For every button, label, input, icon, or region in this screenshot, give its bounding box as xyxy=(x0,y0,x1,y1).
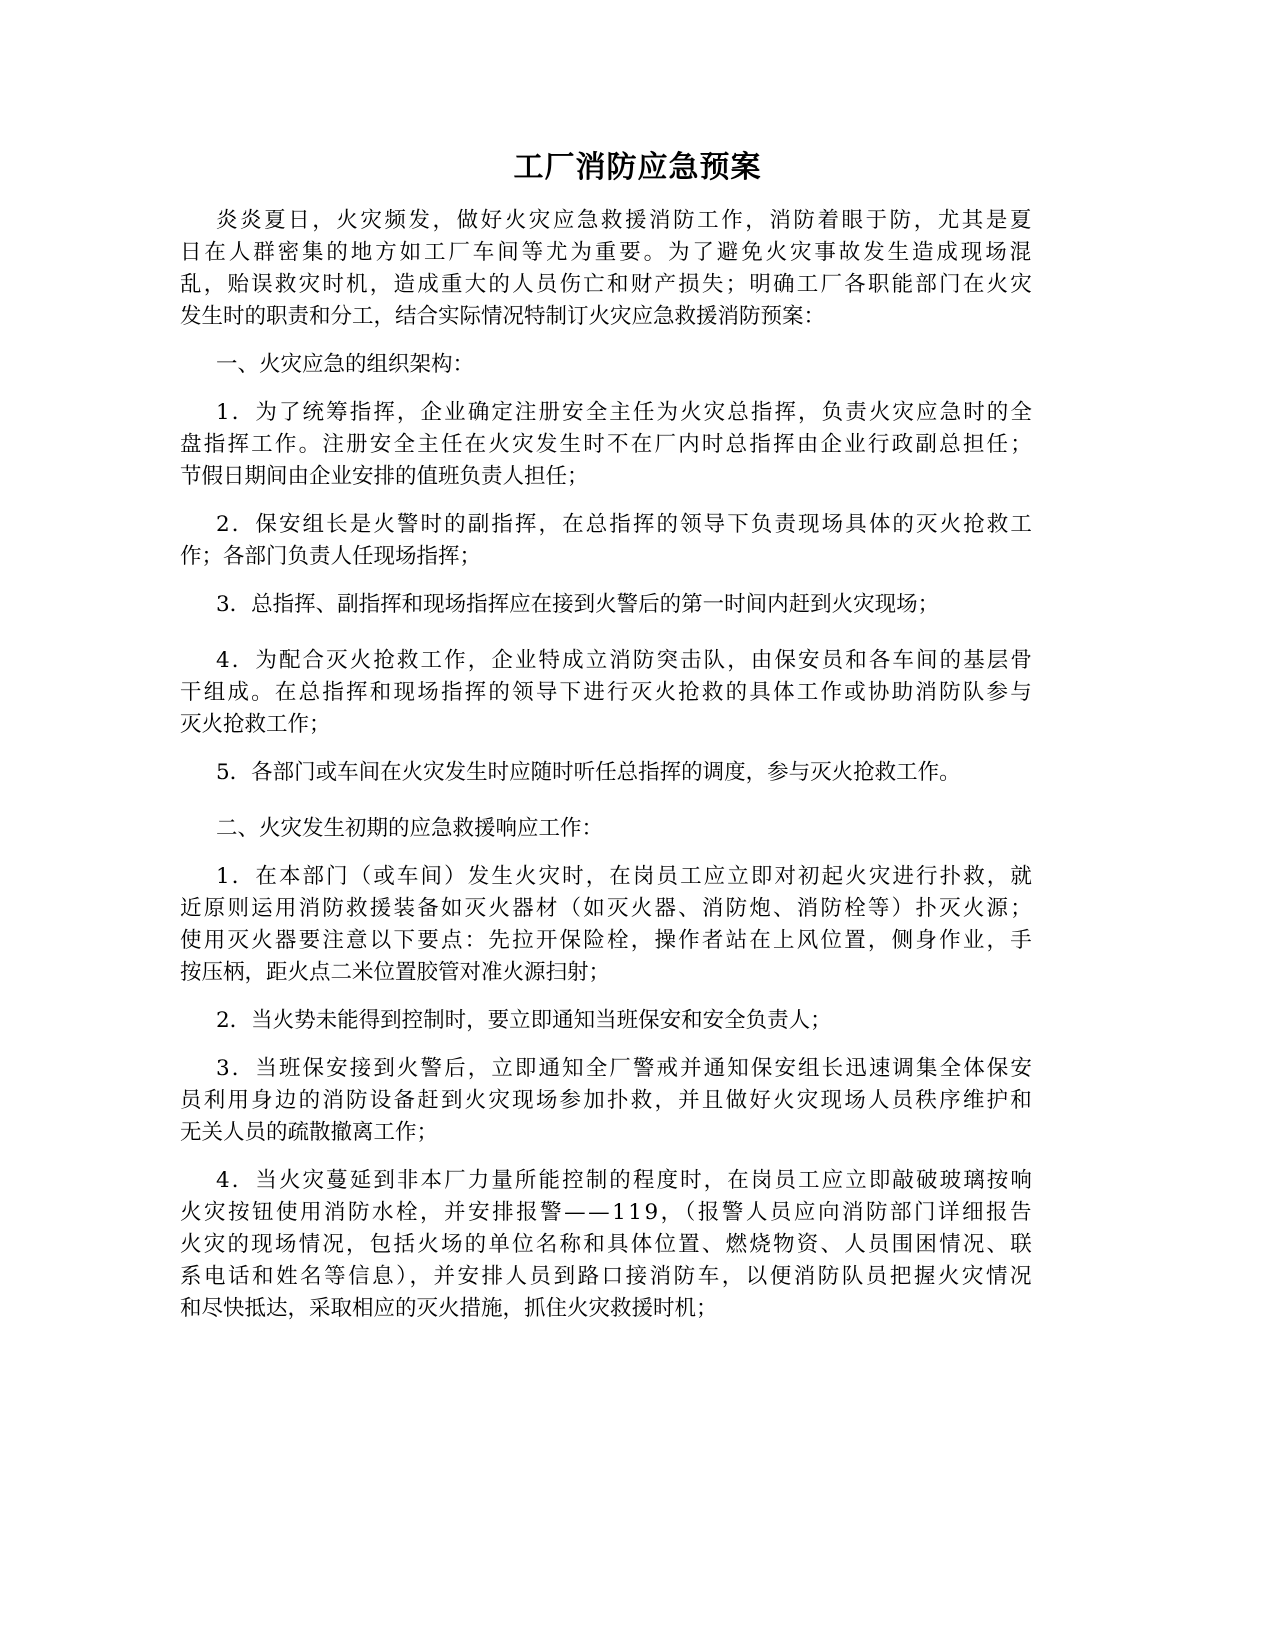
text-line: 4．为配合灭火抢救工作，企业特成立消防突击队，由保安员和各车间的基层骨 xyxy=(216,648,1034,673)
text-line: 5．各部门或车间在火灾发生时应随时听任总指挥的调度，参与灭火抢救工作。 xyxy=(216,760,961,785)
text-line: 4．当火灾蔓延到非本厂力量所能控制的程度时，在岗员工应立即敲破玻璃按响 xyxy=(216,1168,1034,1193)
text-line: 盘指挥工作。注册安全主任在火灾发生时不在厂内时总指挥由企业行政副总担任； xyxy=(180,432,1034,457)
text-line: 干组成。在总指挥和现场指挥的领导下进行灭火抢救的具体工作或协助消防队参与 xyxy=(180,680,1034,705)
text-line: 二、火灾发生初期的应急救援响应工作： xyxy=(216,816,604,841)
text-line: 一、火灾应急的组织架构： xyxy=(216,352,475,377)
text-line: 2．当火势未能得到控制时，要立即通知当班保安和安全负责人； xyxy=(216,1008,832,1033)
text-line: 员利用身边的消防设备赶到火灾现场参加扑救，并且做好火灾现场人员秩序维护和 xyxy=(180,1088,1034,1113)
text-line: 乱，贻误救灾时机，造成重大的人员伤亡和财产损失；明确工厂各职能部门在火灾 xyxy=(180,272,1034,297)
text-line: 1．在本部门（或车间）发生火灾时，在岗员工应立即对初起火灾进行扑救，就 xyxy=(216,864,1034,889)
text-line: 近原则运用消防救援装备如灭火器材（如灭火器、消防炮、消防栓等）扑灭火源； xyxy=(180,896,1034,921)
text-line: 2．保安组长是火警时的副指挥，在总指挥的领导下负责现场具体的灭火抢救工 xyxy=(216,512,1034,537)
text-line: 和尽快抵达，采取相应的灭火措施，抓住火灾救援时机； xyxy=(180,1296,718,1321)
document-title: 工厂消防应急预案 xyxy=(513,150,762,185)
text-line: 作；各部门负责人任现场指挥； xyxy=(180,544,482,569)
text-line: 3．总指挥、副指挥和现场指挥应在接到火警后的第一时间内赶到火灾现场； xyxy=(216,592,940,617)
text-line: 日在人群密集的地方如工厂车间等尤为重要。为了避免火灾事故发生造成现场混 xyxy=(180,240,1034,265)
text-line: 火灾的现场情况，包括火场的单位名称和具体位置、燃烧物资、人员围困情况、联 xyxy=(180,1232,1034,1257)
text-line: 火灾按钮使用消防水栓，并安排报警——119，（报警人员应向消防部门详细报告 xyxy=(180,1200,1034,1225)
text-line: 炎炎夏日，火灾频发，做好火灾应急救援消防工作，消防着眼于防，尤其是夏 xyxy=(216,208,1034,233)
text-line: 节假日期间由企业安排的值班负责人担任； xyxy=(180,464,589,489)
text-line: 灭火抢救工作； xyxy=(180,712,331,737)
text-line: 系电话和姓名等信息），并安排人员到路口接消防车，以便消防队员把握火灾情况 xyxy=(180,1264,1034,1289)
text-line: 1．为了统筹指挥，企业确定注册安全主任为火灾总指挥，负责火灾应急时的全 xyxy=(216,400,1034,425)
text-line: 无关人员的疏散撤离工作； xyxy=(180,1120,439,1145)
text-line: 发生时的职责和分工，结合实际情况特制订火灾应急救援消防预案： xyxy=(180,304,826,329)
text-line: 使用灭火器要注意以下要点：先拉开保险栓，操作者站在上风位置，侧身作业，手 xyxy=(180,928,1034,953)
text-line: 3．当班保安接到火警后，立即通知全厂警戒并通知保安组长迅速调集全体保安 xyxy=(216,1056,1034,1081)
text-line: 按压柄，距火点二米位置胶管对准火源扫射； xyxy=(180,960,611,985)
